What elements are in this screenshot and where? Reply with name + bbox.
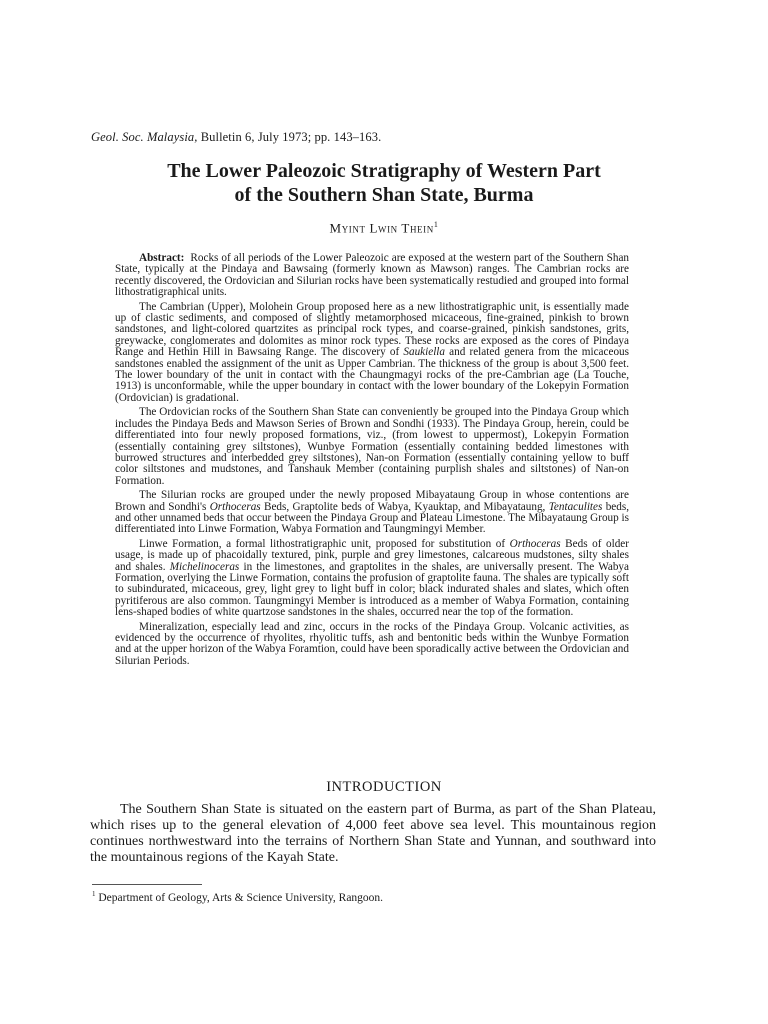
abstract-p4-text-a: The Silurian rocks are grouped under the newly proposed Mibayataung Group in whose contentions are Brown and Sondhi's [115, 489, 629, 513]
abstract-paragraph-2 [115, 302, 629, 405]
abstract-paragraph-3: The Ordovician rocks of the Southern Shan State can conveniently be grouped into the Pindaya Group which includes the Pindaya Beds and Mawson Series of Brown and Sondhi (1933). The Pindaya Group, herein, could be differentiated into four newly proposed formations, viz., (from lowest to uppermost), Lokepyin Formation (essentially containing grey siltstones), Wunbye Formation (essentially containing bedded limestones with burrowed structures and interbedded grey siltstones), Nan-on Formation (essentially containing yellow to buff color siltstones and mudstones, and Tanshauk Member (containing purplish shales and siltstones) of Nan-on Formation. [115, 406, 629, 487]
footnote-mark: 1 [92, 890, 96, 898]
abstract [115, 253, 629, 670]
footnote-divider [92, 884, 202, 885]
taxon-name: Orthoceras [509, 537, 561, 550]
introduction-paragraph: The Southern Shan State is situated on the eastern part of Burma, as part of the Shan Plateau, which rises up to the general elevation of 4,000 feet above sea level. This mountainous region continues northwestward into the terrains of Northern Shan State and Yunnan, and southward into the mountainous regions of the Kayah State. [90, 802, 656, 865]
taxon-name: Orthoceras [209, 500, 261, 513]
title-line-1: The Lower Paleozoic Stratigraphy of Western Part [167, 160, 601, 182]
abstract-p1-text: Rocks of all periods of the Lower Paleozoic are exposed at the western part of the Southern Shan State, typically at the Pindaya and Bawsaing (formerly known as Mawson) ranges. The Cambrian rocks are recently discovered, the Ordovician and Silurian rocks have been systematically restudied and grouped into formal lithostratigraphical units. [115, 252, 630, 299]
paper-title [100, 159, 668, 207]
abstract-p5-text-a: Linwe Formation, a formal lithostratigraphic unit, proposed for substitution of [139, 537, 510, 550]
citation-details: Bulletin 6, July 1973; pp. 143–163. [197, 130, 382, 144]
title-line-2: of the Southern Shan State, Burma [234, 184, 534, 206]
abstract-paragraph-4 [115, 490, 629, 536]
journal-citation [91, 130, 381, 145]
abstract-paragraph-1 [115, 253, 629, 299]
taxon-name: Saukiella [403, 346, 446, 359]
abstract-p5-text-b: Beds of older usage, is made up of phacoidally textured, pink, purple and grey limestones, calcareous mudstones, silty shales and shales. [115, 537, 629, 573]
taxon-name: Michelinoceras [169, 560, 240, 573]
author-line [100, 220, 668, 236]
abstract-paragraph-5 [115, 539, 629, 619]
author-name: Myint Lwin Thein [329, 220, 434, 236]
abstract-p4-text-c: beds, and other unnamed beds that occur between the Pindaya Group and Plateau Limestone. The Mibayataung Group is differentiated into Linwe Formation, Wabya Formation and Taungmingyi Member. [115, 500, 630, 536]
abstract-p5-text-c: in the limestones, and graptolites in the shales, are universally present. The Wabya Formation, overlying the Linwe Formation, contains the profusion of graptolite fauna. The shales are typically soft to subindurated, micaceous, grey, light grey to light buff in color; black indurated shales and slates, which often pyritiferous are also common. Taungmingyi Member is introduced as a member of Wabya Formation, containing lens-shaped bodies of white quartzose sandstones in the shales, occurred near the top of the formation. [115, 560, 629, 619]
abstract-p2-text-b: and related genera from the micaceous sandstones enabled the assignment of the unit as Upper Cambrian. The thickness of the group is about 3,500 feet. The lower boundary of the unit in contact with the Chaungmagyi rocks of the pre-Cambrian age (La Touche, 1913) is unconformable, while the upper boundary in contact with the lower boundary of the Lokepyin Formation (Ordovician) is gradational. [115, 346, 629, 404]
footnote-text: Department of Geology, Arts & Science University, Rangoon. [98, 891, 384, 904]
abstract-p2-text-a: The Cambrian (Upper), Molohein Group proposed here as a new lithostratigraphic unit, is essentially made up of clastic sediments, and composed of slightly metamorphosed micaceous, fine-grained, pinkish to brown sandstones, and light-colored quartzites as principal rock types, and coarse-grained, pinkish sandstones, grits, greywacke, conglomerates and dolomites as minor rock types. These rocks are exposed as the cores of Pindaya Range and Hethin Hill in Bawsaing Range. The discovery of [115, 300, 629, 359]
taxon-name: Tentaculites [548, 500, 603, 513]
author-footnote-mark: 1 [433, 220, 439, 229]
abstract-paragraph-6: Mineralization, especially lead and zinc, occurs in the rocks of the Pindaya Group. Volcanic activities, as evidenced by the occurrence of rhyolites, rhyolitic tuffs, ash and bentonitic beds within the Wunbye Formation and at the upper horizon of the Wabya Foramtion, could have been sporadically active between the Ordovician and Silurian Periods. [115, 620, 629, 667]
abstract-p4-text-b: Beds, Graptolite beds of Wabya, Kyauktap, and Mibayataung, [260, 500, 549, 513]
abstract-label: Abstract: [139, 252, 185, 264]
journal-name: Geol. Soc. Malaysia, [91, 130, 198, 144]
introduction-heading: INTRODUCTION [326, 779, 442, 795]
footnote [92, 890, 383, 904]
